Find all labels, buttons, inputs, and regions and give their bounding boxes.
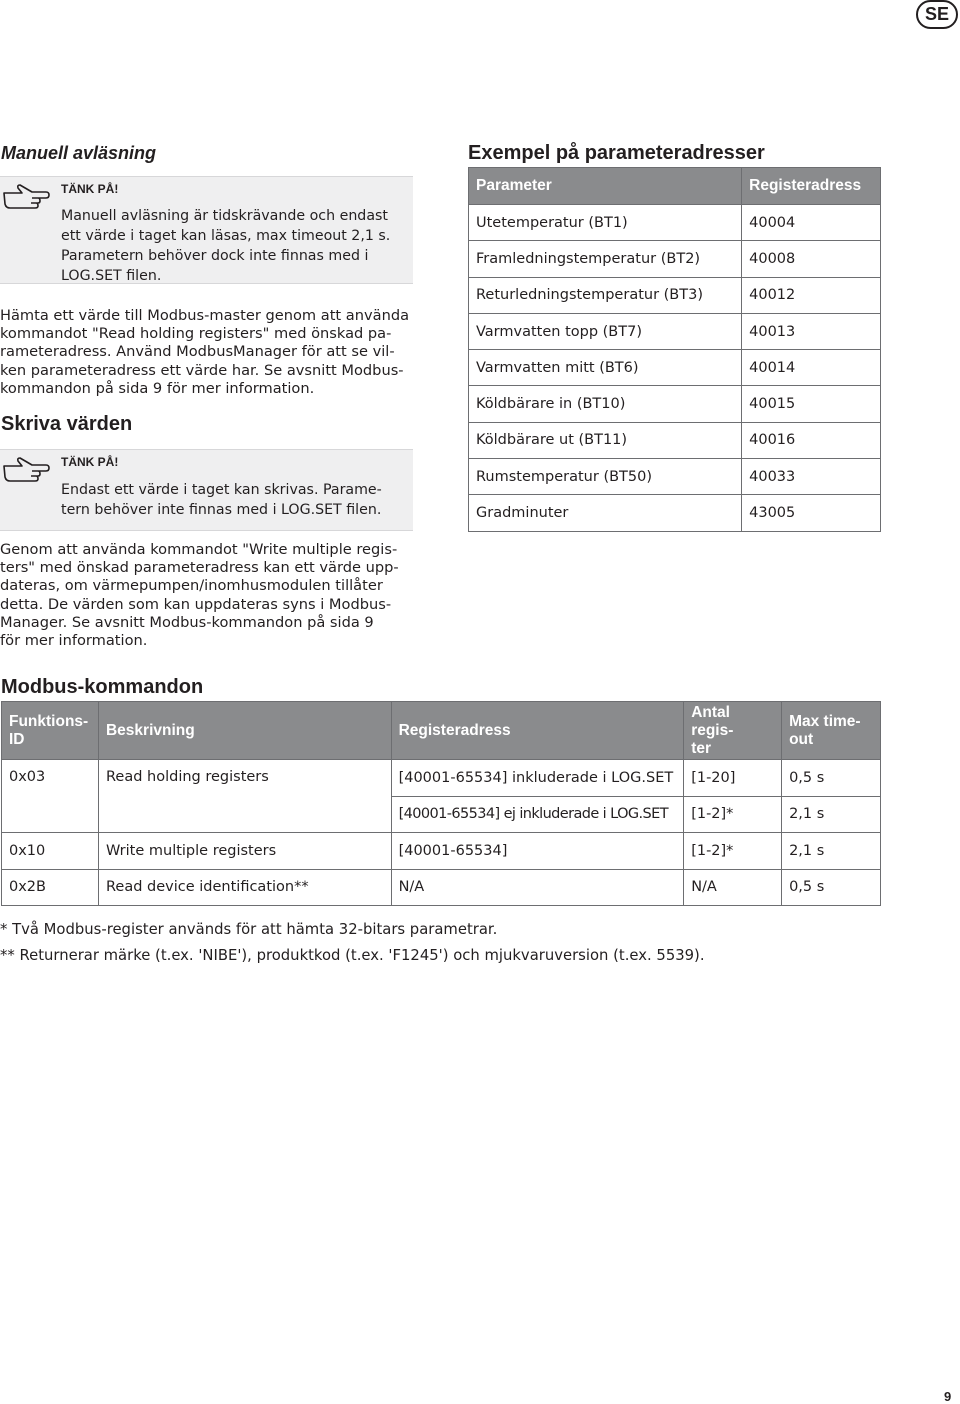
function-id-cell: 0x2B [2,869,99,906]
register-address-cell: 40004 [742,205,881,241]
max-timeout-cell: 0,5 s [782,760,881,797]
paragraph-line: kommandon på sida 9 för mer information. [0,379,315,397]
register-count-cell: N/A [684,869,782,906]
register-address-cell: 40013 [742,313,881,349]
table-row [2,869,881,906]
table-row [469,350,881,386]
write-values-note [0,449,413,531]
language-badge: SE [916,0,958,29]
footnote: * Två Modbus-register används för att hämta 32-bitars parametrar. [0,921,498,938]
table-row [469,459,881,495]
parameter-cell: Köldbärare ut (BT11) [469,422,742,458]
table-header-row [2,702,881,760]
note-text [61,206,411,286]
register-address-cell: [40001-65534] inkluderade i LOG.SET [391,760,684,797]
table-row [469,205,881,241]
column-header: Parameter [469,168,742,205]
table-header-row [469,168,881,205]
table-row [469,386,881,422]
table-row [469,313,881,349]
description-cell: Read holding registers [98,760,391,833]
paragraph-line: detta. De värden som kan uppdateras syns i Modbus- [0,595,392,613]
note-line: Endast ett värde i taget kan skrivas. Parame- [61,482,382,498]
paragraph-line: ken parameteradress ett värde har. Se avsnitt Modbus- [0,361,404,379]
paragraph-line: kommandot "Read holding registers" med önskad pa- [0,325,392,343]
footnote: ** Returnerar märke (t.ex. 'NIBE'), produktkod (t.ex. 'F1245') och mjukvaruversion (t.ex. 5539). [0,947,705,964]
parameter-address-table [468,167,881,532]
parameter-cell: Rumstemperatur (BT50) [469,459,742,495]
manual-read-paragraph [0,307,414,398]
pointing-hand-icon [2,454,50,484]
modbus-commands-table [1,701,881,906]
register-address-cell: N/A [391,869,684,906]
max-timeout-cell: 0,5 s [782,869,881,906]
note-line: ett värde i taget kan läsas, max timeout 2,1 s. [61,228,391,244]
parameter-cell: Köldbärare in (BT10) [469,386,742,422]
paragraph-line: för mer information. [0,632,148,650]
table-row [2,833,881,870]
table-row [2,760,881,797]
column-header-register-address: Registeradress [391,702,684,760]
note-line: LOG.SET filen. [61,268,162,284]
parameter-cell: Varmvatten mitt (BT6) [469,350,742,386]
examples-heading: Exempel på parameteradresser [468,142,765,164]
register-count-cell: [1-20] [684,760,782,797]
table-row [469,241,881,277]
page-number: 9 [944,1389,952,1404]
register-address-cell: [40001-65534] ej inkluderade i LOG.SET [391,796,684,833]
parameter-cell: Returledningstemperatur (BT3) [469,277,742,313]
column-header-function-id: Funktions- ID [2,702,99,760]
register-address-cell: 43005 [742,495,881,531]
table-row [469,495,881,531]
column-header: Registeradress [742,168,881,205]
table-row [469,422,881,458]
manual-read-heading: Manuell avläsning [1,143,157,163]
register-address-cell: [40001-65534] [391,833,684,870]
register-address-cell: 40015 [742,386,881,422]
parameter-cell: Varmvatten topp (BT7) [469,313,742,349]
register-address-cell: 40014 [742,350,881,386]
paragraph-line: Genom att använda kommandot "Write multiple regis- [0,541,398,558]
function-id-cell: 0x03 [2,760,99,833]
register-count-cell: [1-2]* [684,796,782,833]
parameter-cell: Utetemperatur (BT1) [469,205,742,241]
column-header-max-timeout: Max time- out [782,702,881,760]
note-title: TÄNK PÅ! [61,455,119,469]
register-address-cell: 40016 [742,422,881,458]
register-address-cell: 40008 [742,241,881,277]
paragraph-line: Manager. Se avsnitt Modbus-kommandon på sida 9 [0,613,374,631]
note-line: Manuell avläsning är tidskrävande och endast [61,208,388,224]
description-cell: Write multiple registers [98,833,391,870]
register-address-cell: 40033 [742,459,881,495]
parameter-cell: Framledningstemperatur (BT2) [469,241,742,277]
table-row [469,277,881,313]
note-line: tern behöver inte finnas med i LOG.SET filen. [61,502,382,518]
paragraph-line: ters" med önskad parameteradress kan ett värde upp- [0,559,399,577]
manual-read-note [0,176,413,284]
note-text [61,480,411,520]
write-values-paragraph [0,541,414,650]
note-title: TÄNK PÅ! [61,182,119,196]
note-line: Parametern behöver dock inte finnas med i [61,248,369,264]
column-header-description: Beskrivning [98,702,391,760]
max-timeout-cell: 2,1 s [782,796,881,833]
pointing-hand-icon [2,181,50,211]
register-address-cell: 40012 [742,277,881,313]
max-timeout-cell: 2,1 s [782,833,881,870]
function-id-cell: 0x10 [2,833,99,870]
write-values-heading: Skriva värden [1,413,133,435]
parameter-cell: Gradminuter [469,495,742,531]
paragraph-line: Hämta ett värde till Modbus-master genom att använda [0,307,410,324]
paragraph-line: rameteradress. Använd ModbusManager för att se vil- [0,343,395,361]
paragraph-line: dateras, om värmepumpen/inomhusmodulen tillåter [0,577,383,595]
register-count-cell: [1-2]* [684,833,782,870]
modbus-commands-heading: Modbus-kommandon [1,676,204,698]
description-cell: Read device identification** [98,869,391,906]
column-header-register-count: Antal regis- ter [684,702,782,760]
